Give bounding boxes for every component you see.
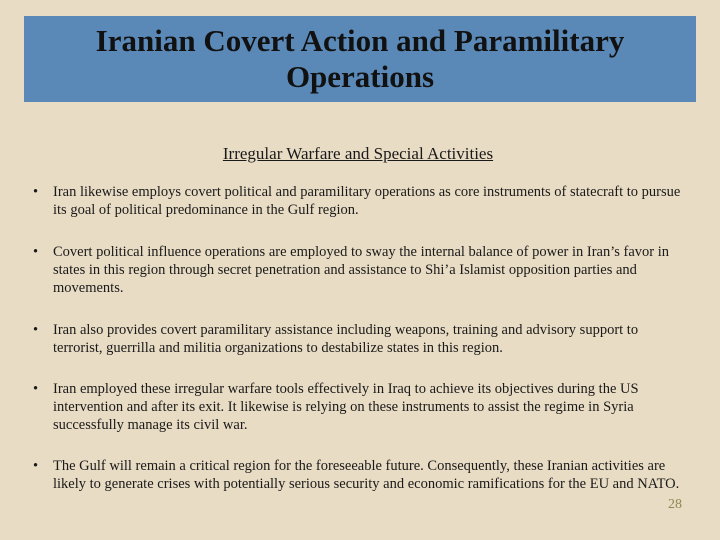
bullet-item: • Iran also provides covert paramilitary assistance including weapons, training and advisory support to terrorist, guerrilla and militia organizations to destabilize states in this region. xyxy=(53,321,689,357)
bullet-item: • Iran employed these irregular warfare tools effectively in Iraq to achieve its objectives during the US intervention and after its exit. It likewise is relying on these instruments to assist the regime in Syria successfully manage its civil war. xyxy=(53,380,689,434)
bullet-item: • The Gulf will remain a critical region for the foreseeable future. Consequently, these Iranian activities are likely to generate crises with potentially serious security and economic ramifications for the EU and NATO. xyxy=(53,457,689,493)
bullet-item: • Covert political influence operations are employed to sway the internal balance of power in Iran’s favor in states in this region through secret penetration and assistance to Shi’a Islamist opposition parties and movements. xyxy=(53,243,689,297)
title-bar xyxy=(24,16,696,102)
bullet-item: • Iran likewise employs covert political and paramilitary operations as core instruments of statecraft to pursue its goal of political predominance in the Gulf region. xyxy=(53,183,689,219)
page-number: 28 xyxy=(668,497,682,512)
slide-title: Iranian Covert Action and Paramilitary Operations xyxy=(95,23,625,94)
slide-subtitle: Irregular Warfare and Special Activities xyxy=(222,144,494,163)
